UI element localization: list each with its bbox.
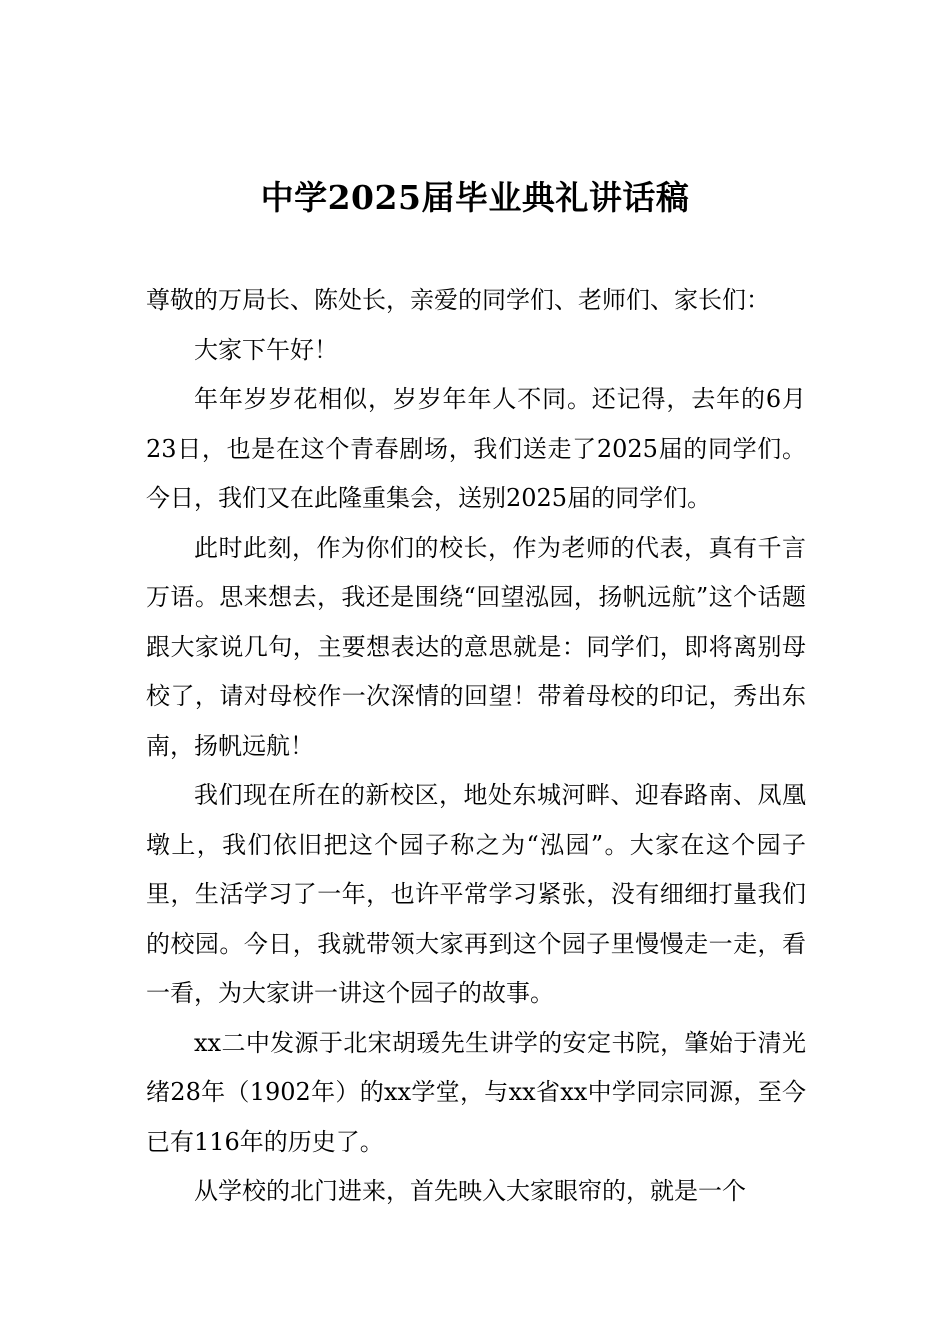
paragraph-history: xx二中发源于北宋胡瑗先生讲学的安定书院，肇始于清光绪28年（1902年）的xx学堂，与xx省xx中学同宗同源，至今已有116年的历史了。 <box>146 1028 806 1156</box>
paragraph-campus: 我们现在所在的新校区，地处东城河畔、迎春路南、凤凰墩上，我们依旧把这个园子称之为“泓园”。大家在这个园子里，生活学习了一年，也许平常学习紧张，没有细细打量我们的校园。今日，我就带领大家再到这个园子里慢慢走一走，看一看，为大家讲一讲这个园子的故事。 <box>146 781 806 1007</box>
salutation: 尊敬的万局长、陈处长，亲爱的同学们、老师们、家长们： <box>146 286 770 314</box>
paragraph-memory: 年年岁岁花相似，岁岁年年人不同。还记得，去年的6月23日，也是在这个青春剧场，我们送走了2025届的同学们。今日，我们又在此隆重集会，送别2025届的同学们。 <box>146 385 806 512</box>
document-title: 中学2025届毕业典礼讲话稿 <box>260 178 690 217</box>
paragraph-theme: 此时此刻，作为你们的校长，作为老师的代表，真有千言万语。思来想去，我还是围绕“回望泓园，扬帆远航”这个话题跟大家说几句，主要想表达的意思就是：同学们，即将离别母校了，请对母校作一次深情的回望！带着母校的印记，秀出东南，扬帆远航！ <box>146 533 806 760</box>
document-body <box>146 276 806 1217</box>
paragraph-greeting: 大家下午好！ <box>194 335 338 364</box>
paragraph-north-gate: 从学校的北门进来，首先映入大家眼帘的，就是一个 <box>194 1177 746 1205</box>
